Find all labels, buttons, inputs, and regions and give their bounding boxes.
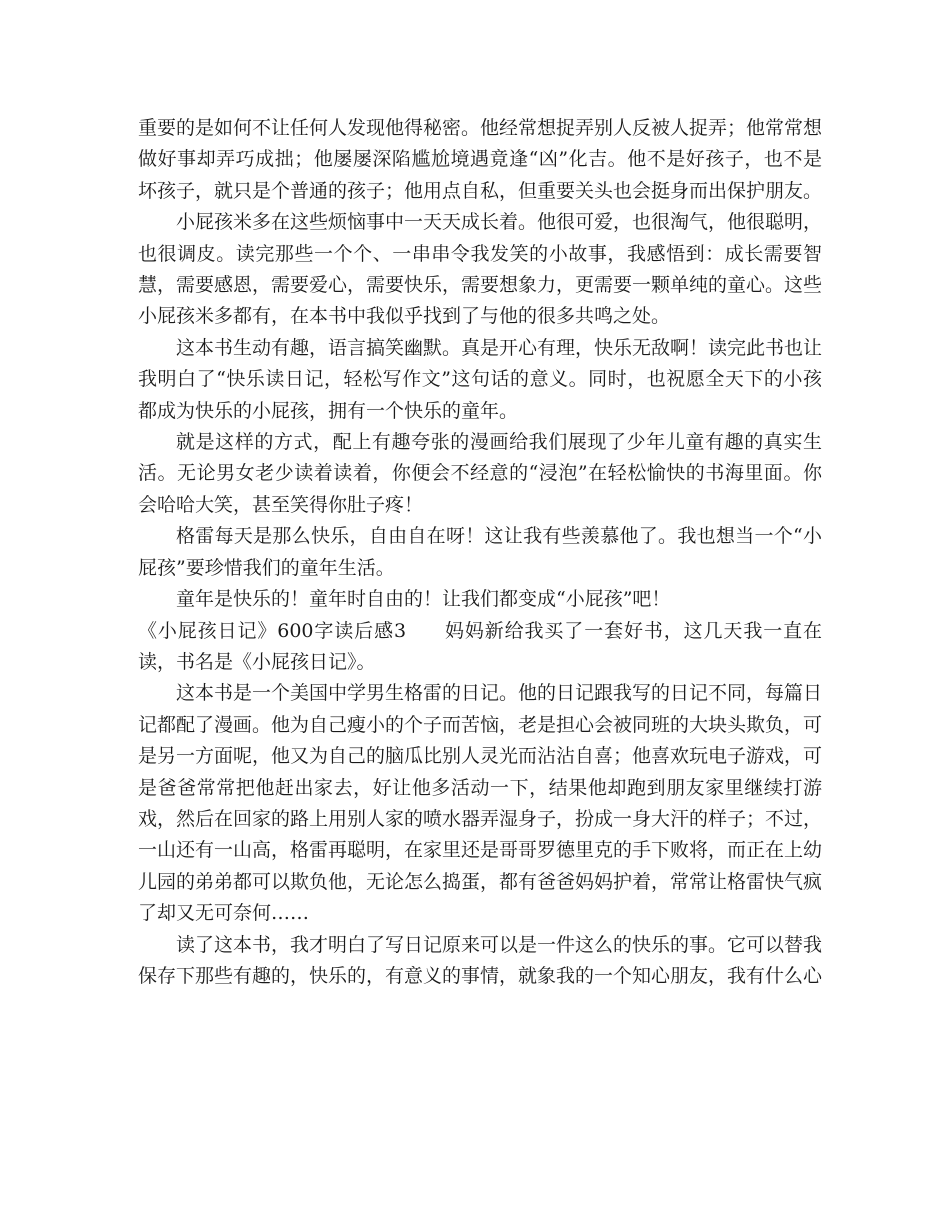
paragraph-6: 童年是快乐的！童年时自由的！让我们都变成“小屁孩”吧！ [176,588,671,611]
section-heading-paragraph [138,616,822,679]
paragraph-1: 重要的是如何不让任何人发现他得秘密。他经常想捉弄别人反被人捉弄；他常常想做好事却弄巧成拙；他屡屡深陷尴尬境遇竟逢“凶”化吉。他不是好孩子，也不是坏孩子，就只是个普通的孩子；他用点自私，但重要关头也会挺身而出保护朋友。 [138,117,823,202]
paragraph-3: 这本书生动有趣，语言搞笑幽默。真是开心有理，快乐无敌啊！读完此书也让我明白了“快乐读日记，轻松写作文”这句话的意义。同时，也祝愿全天下的小孩都成为快乐的小屁孩，拥有一个快乐的童年。 [138,336,823,422]
paragraph-5: 格雷每天是那么快乐，自由自在呀！这让我有些羡慕他了。我也想当一个“小屁孩”要珍惜我们的童年生活。 [138,525,822,579]
section-heading: 《小屁孩日记》600字读后感3 [138,619,407,642]
paragraph-4: 就是这样的方式，配上有趣夸张的漫画给我们展现了少年儿童有趣的真实生活。无论男女老少读着读着，你便会不经意的“浸泡”在轻松愉快的书海里面。你会哈哈大笑，甚至笑得你肚子疼！ [138,431,822,516]
paragraph-7: 这本书是一个美国中学男生格雷的日记。他的日记跟我写的日记不同，每篇日记都配了漫画。他为自己瘦小的个子而苦恼，老是担心会被同班的大块头欺负，可是另一方面呢，他又为自己的脑瓜比别人灵光而沾沾自喜；他喜欢玩电子游戏，可是爸爸常常把他赶出家去，好让他多活动一下，结果他却跑到朋友家里继续打游戏，然后在回家的路上用别人家的喷水器弄湿身子，扮成一身大汗的样子；不过，一山还有一山高，格雷再聪明，在家里还是哥哥罗德里克的手下败将，而正在上幼儿园的弟弟都可以欺负他，无论怎么捣蛋，都有爸爸妈妈护着，常常让格雷快气疯了却又无可奈何…… [138,682,823,925]
section-lead-text: 妈妈新给我买了一套好书，这几天我一直在读，书名是《小屁孩日记》。 [138,619,822,673]
paragraph-8: 读了这本书，我才明白了写日记原来可以是一件这么的快乐的事。它可以替我保存下那些有趣的，快乐的，有意义的事情，就象我的一个知心朋友，我有什么心 [138,933,823,987]
document-body [138,113,822,992]
paragraph-2: 小屁孩米多在这些烦恼事中一天天成长着。他很可爱，也很淘气，他很聪明，也很调皮。读完那些一个个、一串串令我发笑的小故事，我感悟到：成长需要智慧，需要感恩，需要爱心，需要快乐，需要想象力，更需要一颗单纯的童心。这些小屁孩米多都有，在本书中我似乎找到了与他的很多共鸣之处。 [138,211,823,328]
